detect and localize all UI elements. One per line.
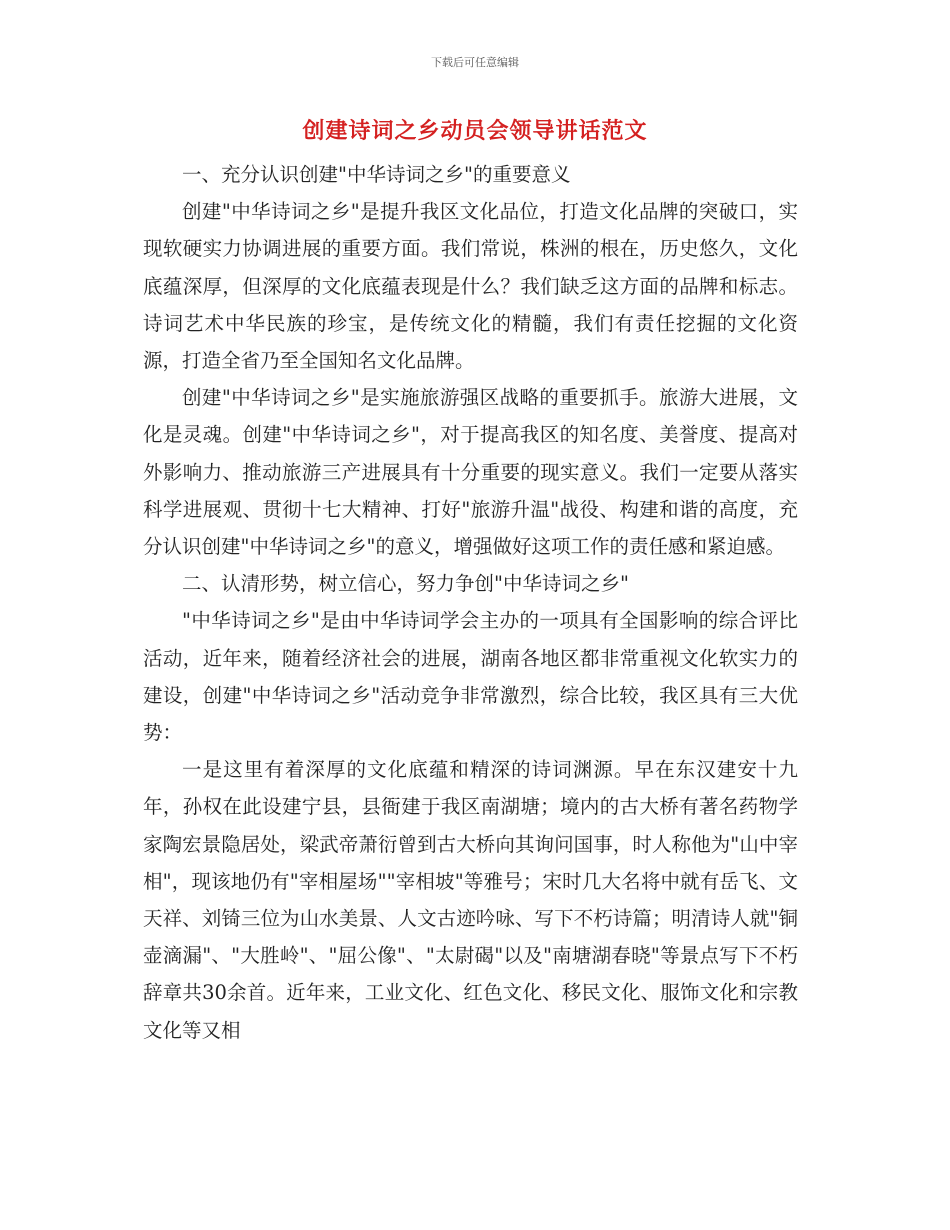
- paragraph-4: 一是这里有着深厚的文化底蕴和精深的诗词渊源。早在东汉建安十九年，孙权在此设建宁县，县衙建于我区南湖塘；境内的古大桥有著名药物学家陶宏景隐居处，梁武帝萧衍曾到古大桥向其询问国事，时人称他为"山中宰相"，现该地仍有"宰相屋场""宰相坡"等雅号；宋时几大名将中就有岳飞、文天祥、刘锜三位为山水美景、人文古迹吟咏、写下不朽诗篇；明清诗人就"铜壶滴漏"、"大胜岭"、"屈公像"、"太尉碣"以及"南塘湖春晓"等景点写下不朽辞章共30余首。近年来，工业文化、红色文化、移民文化、服饰文化和宗教文化等又相: [143, 758, 798, 1042]
- section-heading-2: 二、认清形势，树立信心，努力争创"中华诗词之乡": [182, 572, 629, 596]
- paragraph-3: "中华诗词之乡"是由中华诗词学会主办的一项具有全国影响的综合评比活动，近年来，随着经济社会的进展，湖南各地区都非常重视文化软实力的建设，创建"中华诗词之乡"活动竞争非常激烈，综合比较，我区具有三大优势：: [143, 609, 798, 745]
- paragraph-2: 创建"中华诗词之乡"是实施旅游强区战略的重要抓手。旅游大进展，文化是灵魂。创建"中华诗词之乡"，对于提高我区的知名度、美誉度、提高对外影响力、推动旅游三产进展具有十分重要的现实意义。我们一定要从落实科学进展观、贯彻十七大精神、打好"旅游升温"战役、构建和谐的高度，充分认识创建"中华诗词之乡"的意义，增强做好这项工作的责任感和紧迫感。: [143, 386, 798, 559]
- document-body: [143, 156, 798, 1049]
- document-title: 创建诗词之乡动员会领导讲话范文: [302, 119, 648, 144]
- section-heading-1: 一、充分认识创建"中华诗词之乡"的重要意义: [182, 163, 571, 186]
- header-note: 下载后可任意编辑: [431, 56, 519, 69]
- paragraph-1: 创建"中华诗词之乡"是提升我区文化品位，打造文化品牌的突破口，实现软硬实力协调进展的重要方面。我们常说，株洲的根在，历史悠久，文化底蕴深厚，但深厚的文化底蕴表现是什么？我们缺乏这方面的品牌和标志。诗词艺术中华民族的珍宝，是传统文化的精髓，我们有责任挖掘的文化资源，打造全省乃至全国知名文化品牌。: [143, 200, 798, 373]
